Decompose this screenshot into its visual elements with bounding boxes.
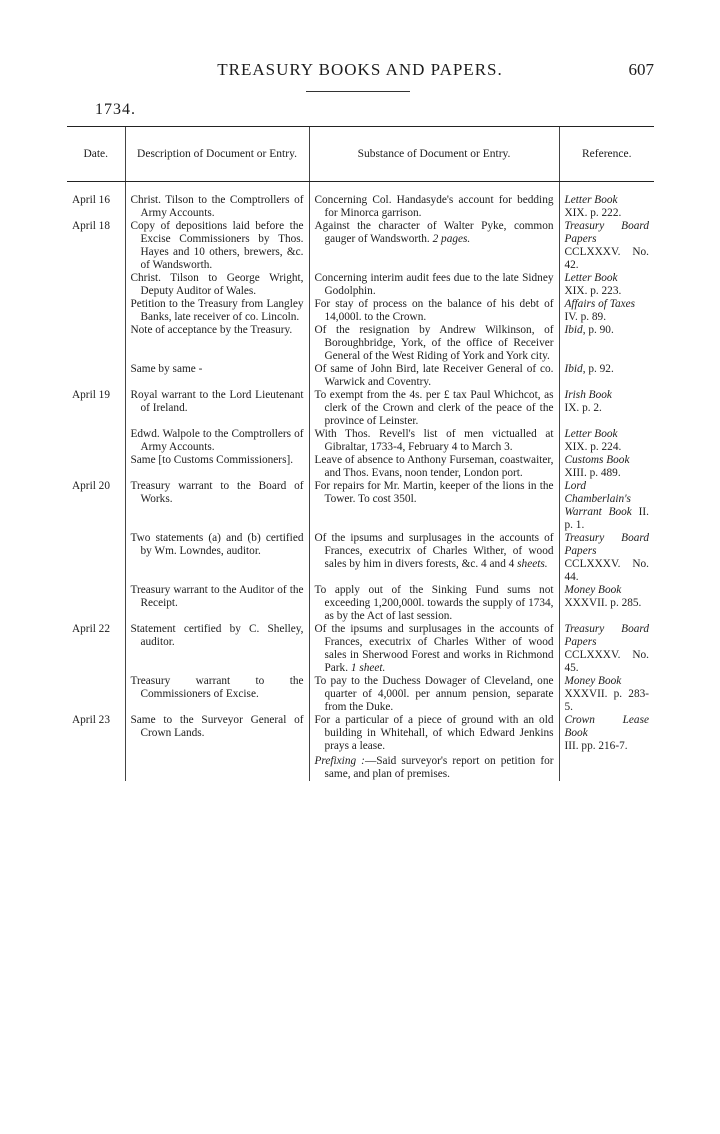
entry-date — [67, 675, 125, 714]
entry-date: April 23 — [72, 714, 110, 726]
reference-title: Lord Chamberlain's Warrant Book — [564, 480, 632, 518]
reference-detail: IV. p. 89. — [564, 311, 607, 323]
table-row — [67, 389, 654, 428]
table-row — [67, 324, 654, 363]
entry-date — [67, 298, 125, 324]
entry-date — [67, 272, 125, 298]
entry-description: Copy of depositions laid before the Excise Commissioners by Thos. Hayes and 10 others, brewers, &c. of Wandsworth. — [130, 220, 304, 271]
header-description: Description of Document or Entry. — [125, 127, 309, 182]
table-row — [67, 623, 654, 675]
entry-substance: Leave of absence to Anthony Furseman, coastwaiter, and Thos. Evans, noon tender, London port. — [314, 454, 554, 479]
reference-title: Letter Book — [564, 272, 618, 284]
entry-description: Christ. Tilson to George Wright, Deputy Auditor of Wales. — [130, 272, 304, 297]
reference-detail: CCLXXXV. No. 42. — [564, 246, 649, 271]
prefixing-label: Prefixing : — [314, 755, 365, 767]
reference-detail: , p. 90. — [582, 324, 614, 336]
entry-description: Christ. Tilson to the Comptrollers of Army Accounts. — [130, 194, 304, 219]
reference-detail: XXXVII. p. 285. — [564, 597, 642, 609]
table-row — [67, 363, 654, 389]
table-row — [67, 182, 654, 221]
running-title: TREASURY BOOKS AND PAPERS. — [217, 60, 503, 79]
table-row — [67, 584, 654, 623]
entry-substance-extent: 2 pages. — [432, 233, 471, 245]
entry-substance: To apply out of the Sinking Fund sums not exceeding 1,200,000l. towards the supply of 1734, as by the Act of last session. — [314, 584, 554, 622]
reference-detail: XIII. p. 489. — [564, 467, 621, 479]
entry-date: April 19 — [72, 389, 110, 401]
entry-date: April 22 — [72, 623, 110, 635]
entry-substance-extent: 1 sheet. — [350, 662, 386, 674]
entry-description: Note of acceptance by the Treasury. — [130, 324, 293, 336]
entry-substance: Of the ipsums and surplusages in the accounts of Frances, executrix of Charles Wither, of wood sales by him in divers forests, &c. 4 and 4 — [314, 532, 554, 570]
entry-substance: Against the character of Walter Pyke, common gauger of Wandsworth. — [314, 220, 554, 245]
reference-title: Treasury Board Papers — [564, 623, 649, 648]
entry-description: Same [to Customs Commissioners]. — [130, 454, 294, 466]
table-row — [67, 428, 654, 454]
entry-description: Same to the Surveyor General of Crown Lands. — [130, 714, 304, 739]
entry-date — [67, 428, 125, 454]
entry-date: April 18 — [72, 220, 110, 232]
reference-detail: , p. 92. — [582, 363, 614, 375]
entry-description: Two statements (a) and (b) certified by Wm. Lowndes, auditor. — [130, 532, 304, 557]
reference-detail: CCLXXXV. No. 44. — [564, 558, 649, 583]
reference-detail: XIX. p. 223. — [564, 285, 622, 297]
entry-date: April 16 — [72, 194, 110, 206]
entry-substance-extent: sheets. — [517, 558, 548, 570]
reference-detail: III. pp. 216-7. — [564, 740, 628, 752]
table-row — [67, 675, 654, 714]
table-row — [67, 220, 654, 272]
reference-title: Letter Book — [564, 194, 618, 206]
entry-substance: For stay of process on the balance of his debt of 14,000l. to the Crown. — [314, 298, 554, 323]
reference-title: Affairs of Taxes — [564, 298, 636, 310]
entry-substance: For repairs for Mr. Martin, keeper of the lions in the Tower. To cost 350l. — [314, 480, 554, 505]
entry-description: Same by same - — [130, 363, 203, 375]
entry-date — [67, 532, 125, 584]
entry-date — [67, 324, 125, 363]
header-reference: Reference. — [559, 127, 654, 182]
header-rule — [306, 91, 410, 92]
reference-title: Treasury Board Papers — [564, 220, 649, 245]
entry-substance: To exempt from the 4s. per £ tax Paul Whichcot, as clerk of the Crown and clerk of the peace of the province of Leinster. — [314, 389, 554, 427]
table-row — [67, 272, 654, 298]
entry-description: Edwd. Walpole to the Comptrollers of Army Accounts. — [130, 428, 304, 453]
reference-title: Money Book — [564, 675, 622, 687]
treasury-ledger-table — [67, 126, 654, 781]
prefixing-text: —Said surveyor's report on petition for same, and plan of premises. — [324, 755, 554, 780]
entry-date — [67, 454, 125, 480]
entry-substance: With Thos. Revell's list of men victualled at Gibraltar, 1733-4, February 4 to March 3. — [314, 428, 554, 453]
table-row — [67, 298, 654, 324]
entry-description: Treasury warrant to the Auditor of the Receipt. — [130, 584, 304, 609]
entry-description: Treasury warrant to the Board of Works. — [130, 480, 304, 505]
table-row — [67, 714, 654, 781]
entry-description: Treasury warrant to the Commissioners of Excise. — [130, 675, 304, 700]
year-heading: 1734. — [95, 101, 136, 118]
entry-substance: Of the resignation by Andrew Wilkinson, of Boroughbridge, York, of the office of Receiver General of the West Riding of York and York city. — [314, 324, 554, 362]
reference-detail: CCLXXXV. No. 45. — [564, 649, 649, 674]
entry-date — [67, 363, 125, 389]
page-header — [0, 60, 720, 84]
reference-title: Customs Book — [564, 454, 630, 466]
entry-substance: For a particular of a piece of ground with an old building in Whitehall, of which Edward Jenkins prays a lease. — [314, 714, 554, 752]
entry-description: Royal warrant to the Lord Lieutenant of Ireland. — [130, 389, 304, 414]
entry-substance: To pay to the Duchess Dowager of Cleveland, one quarter of 4,000l. per annum pension, separate from the Duke. — [314, 675, 554, 713]
reference-detail: IX. p. 2. — [564, 402, 602, 414]
entry-substance: Of the ipsums and surplusages in the accounts of Frances, executrix of Charles Wither of wood sales in Sherwood Forest and works in Richmond Park. — [314, 623, 554, 674]
reference-detail: II. p. 1. — [564, 506, 649, 531]
reference-title: Ibid — [564, 363, 583, 375]
reference-title: Ibid — [564, 324, 583, 336]
table-header-row — [67, 127, 654, 182]
entry-date — [67, 584, 125, 623]
page-number: 607 — [628, 60, 654, 79]
reference-detail: XIX. p. 222. — [564, 207, 622, 219]
header-date: Date. — [67, 127, 125, 182]
entry-date: April 20 — [72, 480, 110, 492]
entry-description: Petition to the Treasury from Langley Banks, late receiver of co. Lincoln. — [130, 298, 304, 323]
table-row — [67, 480, 654, 532]
reference-title: Crown Lease Book — [564, 714, 649, 739]
entry-description: Statement certified by C. Shelley, auditor. — [130, 623, 304, 648]
entry-substance: Concerning interim audit fees due to the late Sidney Godolphin. — [314, 272, 554, 297]
table-row — [67, 532, 654, 584]
reference-title: Treasury Board Papers — [564, 532, 649, 557]
entry-substance: Of same of John Bird, late Receiver General of co. Warwick and Coventry. — [314, 363, 554, 388]
reference-title: Irish Book — [564, 389, 612, 401]
table-row — [67, 454, 654, 480]
reference-title: Money Book — [564, 584, 622, 596]
reference-title: Letter Book — [564, 428, 618, 440]
reference-detail: XIX. p. 224. — [564, 441, 622, 453]
reference-detail: XXXVII. p. 283-5. — [564, 688, 649, 713]
entry-substance: Concerning Col. Handasyde's account for bedding for Minorca garrison. — [314, 194, 554, 219]
header-substance: Substance of Document or Entry. — [309, 127, 559, 182]
